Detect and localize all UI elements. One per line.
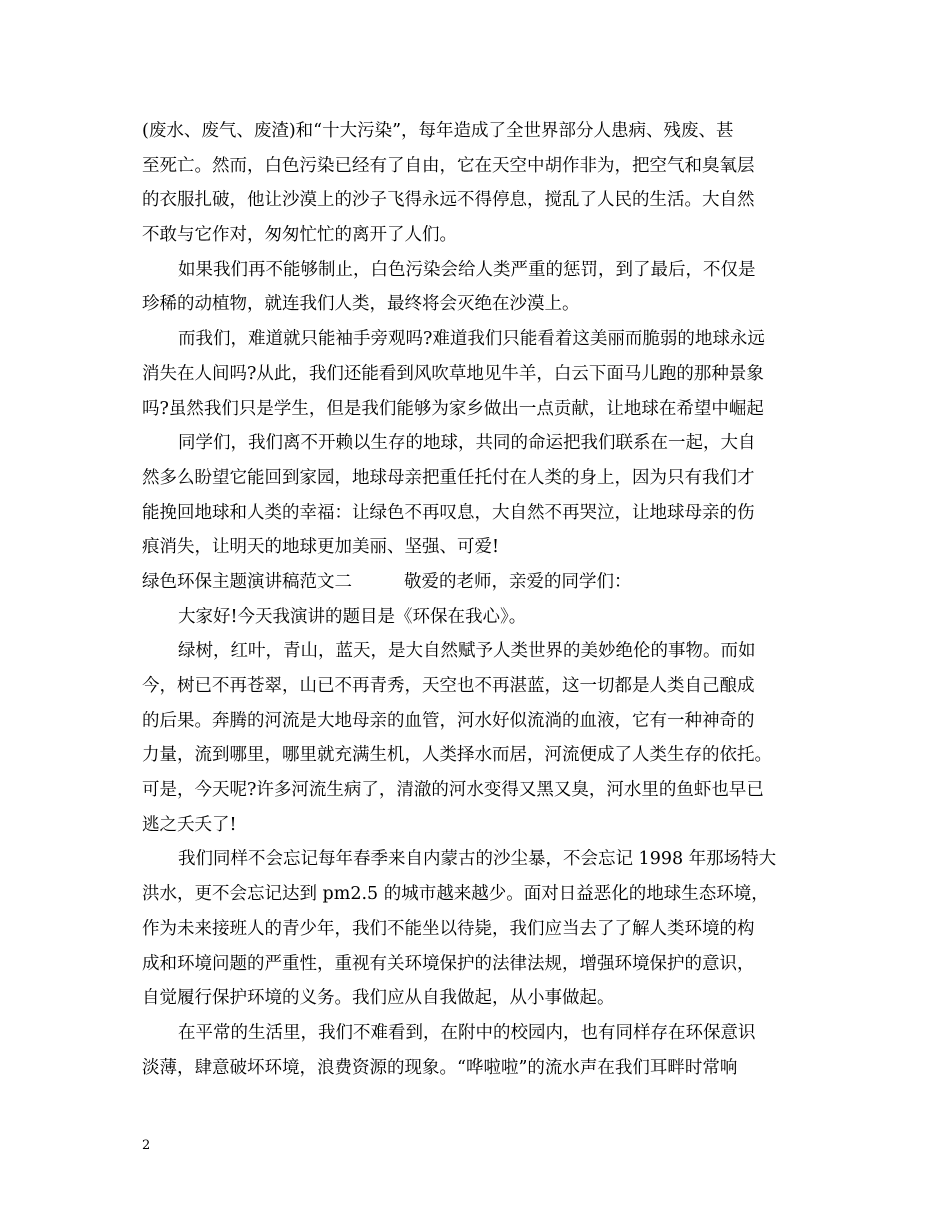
text-line: 我们同样不会忘记每年春季来自内蒙古的沙尘暴，不会忘记 1998 年那场特大 [178,849,777,870]
text-line: 的后果。奔腾的河流是大地母亲的血管，河水好似流淌的血液，它有一种神奇的 [142,710,755,731]
text-line: 绿树，红叶，青山，蓝天，是大自然赋予人类世界的美妙绝伦的事物。而如 [178,641,756,662]
text-line: 作为未来接班人的青少年，我们不能坐以待毙，我们应当去了了解人类环境的构 [142,918,755,939]
text-line: 如果我们再不能够制止，白色污染会给人类严重的惩罚，到了最后，不仅是 [178,259,756,280]
document-body [142,114,822,1085]
text-line: 珍稀的动植物，就连我们人类，最终将会灭绝在沙漠上。 [142,294,580,315]
text-line: 不敢与它作对，匆匆忙忙的离开了人们。 [142,225,457,246]
text-line: (废水、废气、废渣)和“十大污染”，每年造成了全世界部分人患病、残废、甚 [142,121,734,141]
section-heading-title: 绿色环保主题演讲稿范文二 [142,571,352,592]
text-line: 而我们，难道就只能袖手旁观吗?难道我们只能看着这美丽而脆弱的地球永远 [178,329,765,350]
text-line: 洪水，更不会忘记达到 pm2.5 的城市越来越少。面对日益恶化的地球生态环境， [142,884,769,905]
text-line: 可是，今天呢?许多河流生病了，清澈的河水变得又黑又臭，河水里的鱼虾也早已 [142,780,764,801]
text-line: 吗?虽然我们只是学生，但是我们能够为家乡做出一点贡献，让地球在希望中崛起 [142,398,764,419]
text-line: 自觉履行保护环境的义务。我们应从自我做起，从小事做起。 [142,988,615,1009]
text-line: 成和环境问题的严重性，重视有关环境保护的法律法规，增强环境保护的意识， [142,953,755,974]
text-line: 今，树已不再苍翠，山已不再青秀，天空也不再湛蓝，这一切都是人类自己酿成 [142,676,755,696]
text-line: 消失在人间吗?从此，我们还能看到风吹草地见牛羊，白云下面马儿跑的那种景象 [142,363,764,384]
text-line: 能挽回地球和人类的幸福：让绿色不再叹息，大自然不再哭泣，让地球母亲的伤 [142,502,755,523]
text-line: 至死亡。然而，白色污染已经有了自由，它在天空中胡作非为，把空气和臭氧层 [142,155,755,176]
text-line: 淡薄，肆意破坏环境，浪费资源的现象。“哗啦啦”的流水声在我们耳畔时常响 [142,1057,738,1078]
text-line: 然多么盼望它能回到家园，地球母亲把重任托付在人类的身上，因为只有我们才 [142,467,755,488]
text-line: 的衣服扎破，他让沙漠上的沙子飞得永远不得停息，搅乱了人民的生活。大自然 [142,190,755,211]
text-line: 逃之夭夭了! [142,814,237,835]
section-heading [142,565,822,600]
page-number: 2 [142,1138,151,1153]
text-line: 大家好!今天我演讲的题目是《环保在我心》。 [178,606,527,627]
text-line: 在平常的生活里，我们不难看到，在附中的校园内，也有同样存在环保意识 [178,1022,756,1043]
text-line: 痕消失，让明天的地球更加美丽、坚强、可爱! [142,537,500,558]
section-heading-salutation: 敬爱的老师，亲爱的同学们： [404,571,632,592]
text-line: 同学们，我们离不开赖以生存的地球，共同的命运把我们联系在一起，大自 [178,433,756,454]
text-line: 力量，流到哪里，哪里就充满生机，人类择水而居，河流便成了人类生存的依托。 [142,745,772,766]
